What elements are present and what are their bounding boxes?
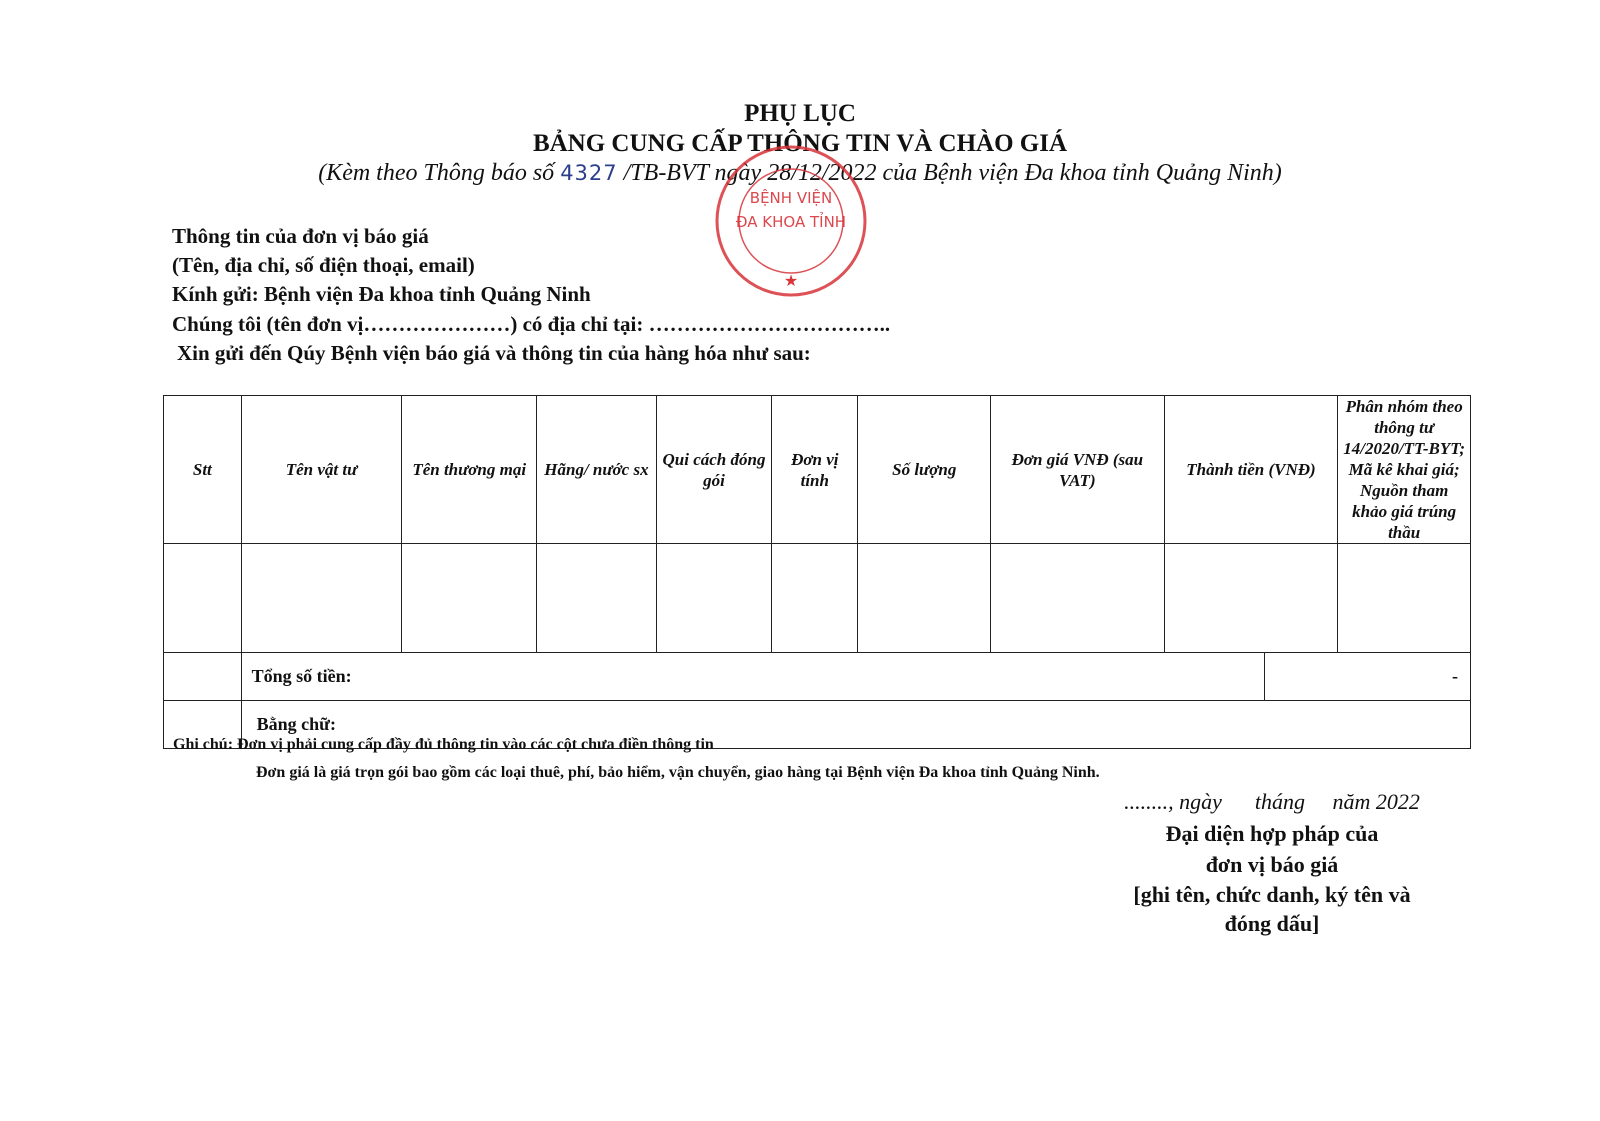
signature-title-2: đơn vị báo giá — [1205, 852, 1339, 877]
col-header-item-name: Tên vật tư — [241, 396, 402, 544]
appendix-title: PHỤ LỤC — [744, 100, 856, 127]
cell-amount[interactable] — [1164, 544, 1338, 653]
signature-title-1: Đại diện hợp pháp của — [1165, 821, 1379, 846]
note-line-2: Đơn giá là giá trọn gói bao gồm các loại thuê, phí, bảo hiểm, vận chuyển, giao hàng tại Bệnh viện Đa khoa tỉnh Quảng Ninh. — [256, 764, 1100, 781]
signature-date: ........, ngày tháng năm 2022 — [1124, 789, 1420, 814]
handwritten-notice-number: 4327 — [560, 161, 618, 185]
quotation-table — [163, 395, 1471, 749]
col-header-amount: Thành tiền (VNĐ) — [1164, 396, 1338, 544]
total-row — [164, 653, 1471, 701]
form-title: BẢNG CUNG CẤP THÔNG TIN VÀ CHÀO GIÁ — [532, 130, 1068, 157]
subtitle-prefix: (Kèm theo Thông báo số — [318, 160, 561, 186]
stamp-text-1: BỆNH VIỆN — [749, 189, 833, 207]
info-heading: Thông tin của đơn vị báo giá — [172, 224, 429, 248]
stamp-text-2: ĐA KHOA TỈNH — [735, 213, 847, 231]
col-header-packaging: Qui cách đóng gói — [656, 396, 771, 544]
col-header-manufacturer: Hãng/ nước sx — [537, 396, 657, 544]
cell-unit-price[interactable] — [991, 544, 1165, 653]
col-header-stt: Stt — [164, 396, 242, 544]
table-row — [164, 544, 1471, 653]
info-fields-hint: (Tên, địa chỉ, số điện thoại, email) — [172, 253, 475, 277]
col-header-unit-price: Đơn giá VNĐ (sau VAT) — [991, 396, 1165, 544]
total-label: Tổng số tiền: — [241, 653, 1264, 701]
col-header-trade-name: Tên thương mại — [402, 396, 537, 544]
cell-trade-name[interactable] — [402, 544, 537, 653]
cell-stt[interactable] — [164, 544, 242, 653]
subtitle-suffix: /TB-BVT ngày 28/12/2022 của Bệnh viện Đa khoa tỉnh Quảng Ninh) — [617, 160, 1282, 186]
signature-instructions-2: đóng dấu] — [1224, 911, 1320, 936]
col-header-unit: Đơn vị tính — [772, 396, 858, 544]
hospital-seal-stamp — [702, 143, 880, 303]
cell-quantity[interactable] — [858, 544, 991, 653]
cell-unit[interactable] — [772, 544, 858, 653]
col-header-quantity: Số lượng — [858, 396, 991, 544]
total-value: - — [1264, 653, 1470, 701]
amount-in-words-label: Bằng chữ: — [241, 701, 1470, 749]
company-address-line: Chúng tôi (tên đơn vị…………………) có địa chỉ tại: …………………………….. — [172, 312, 891, 336]
total-row-spacer — [164, 653, 242, 701]
stamp-star-icon: ★ — [783, 273, 799, 290]
cell-manufacturer[interactable] — [537, 544, 657, 653]
addressee-line: Kính gửi: Bệnh viện Đa khoa tỉnh Quảng Ninh — [172, 282, 591, 306]
cell-item-name[interactable] — [241, 544, 402, 653]
cell-packaging[interactable] — [656, 544, 771, 653]
col-header-classification: Phân nhóm theo thông tư 14/2020/TT-BYT; Mã kê khai giá; Nguồn tham khảo giá trúng thầu — [1338, 396, 1471, 544]
request-line: Xin gửi đến Qúy Bệnh viện báo giá và thông tin của hàng hóa như sau: — [177, 341, 811, 365]
note-line-1: Ghi chú: Đơn vị phải cung cấp đầy đủ thông tin vào các cột chưa điền thông tin — [173, 736, 714, 753]
cell-classification[interactable] — [1338, 544, 1471, 653]
signature-instructions-1: [ghi tên, chức danh, ký tên và — [1133, 882, 1411, 907]
table-header-row — [164, 396, 1471, 544]
